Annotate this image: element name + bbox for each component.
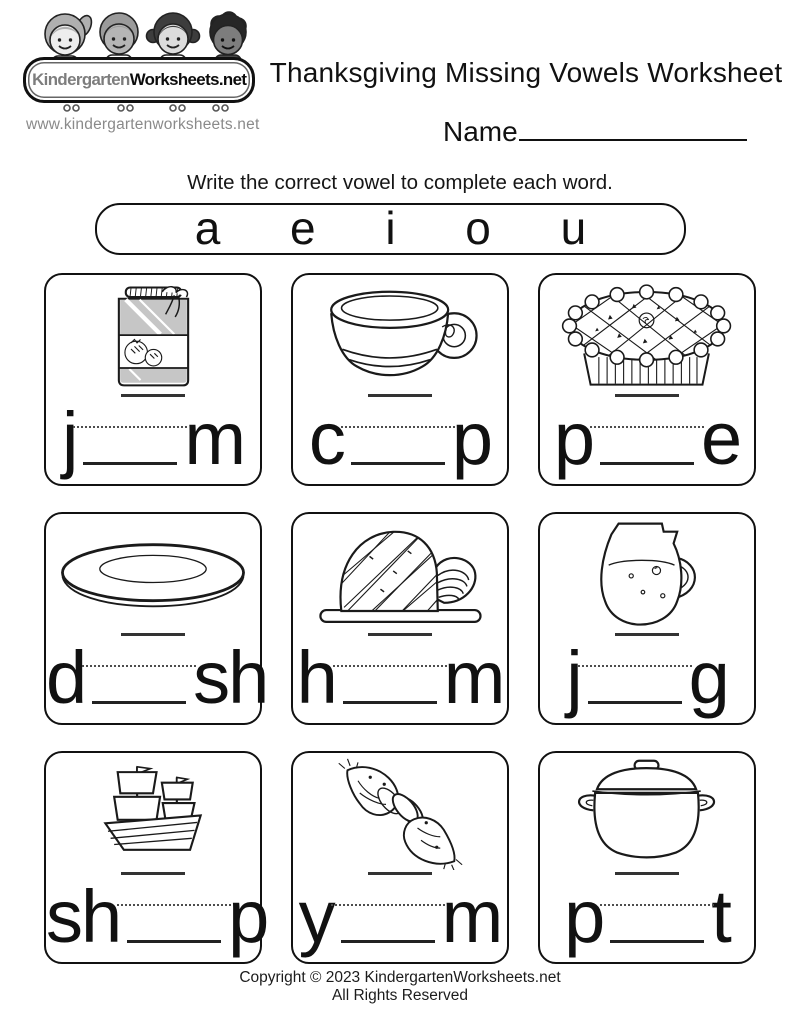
plate-icon xyxy=(46,519,260,631)
dotted-midline xyxy=(331,904,445,906)
word-row xyxy=(540,869,754,965)
word-row xyxy=(293,391,507,487)
word-prefix: j xyxy=(61,397,77,480)
copyright-line: Copyright © 2023 KindergartenWorksheets.net xyxy=(239,969,561,986)
word-card xyxy=(44,751,268,964)
vowel-blank xyxy=(122,941,226,942)
vowel-letter: e xyxy=(290,202,316,254)
word-card xyxy=(291,512,509,725)
jam-jar-icon xyxy=(46,280,260,392)
dotted-midline xyxy=(82,665,196,667)
word-prefix: d xyxy=(46,636,86,719)
dotted-midline xyxy=(341,426,455,428)
logo-sign xyxy=(23,57,255,103)
vowel-blank xyxy=(605,941,709,942)
word-suffix: e xyxy=(701,397,741,480)
word-card xyxy=(44,273,262,486)
vowel-letter: a xyxy=(194,202,221,254)
word-card xyxy=(538,751,756,964)
website-url: www.kindergartenworksheets.net xyxy=(26,116,260,133)
word-suffix: p xyxy=(228,875,268,958)
word-card xyxy=(538,273,756,486)
vowel-letter: u xyxy=(560,202,587,254)
logo xyxy=(23,10,260,140)
word-row xyxy=(293,869,507,965)
word-prefix: h xyxy=(296,636,336,719)
hands-icon xyxy=(33,102,243,116)
word-prefix: j xyxy=(566,636,581,719)
vowel-blank xyxy=(583,702,687,703)
word-row xyxy=(293,630,507,726)
word-prefix: p xyxy=(553,397,593,480)
word-row xyxy=(540,391,754,487)
word-row xyxy=(46,391,260,487)
word-suffix: m xyxy=(441,875,502,958)
page-title: Thanksgiving Missing Vowels Worksheet xyxy=(269,56,783,88)
word-prefix: c xyxy=(308,397,344,480)
word-suffix: p xyxy=(451,397,492,480)
vowel-letter: i xyxy=(385,202,396,254)
word-suffix: sh xyxy=(193,636,268,719)
word-suffix: t xyxy=(711,875,730,958)
pot-icon xyxy=(540,758,754,870)
rights-line: All Rights Reserved xyxy=(331,986,469,1004)
baseline xyxy=(588,701,682,704)
baseline xyxy=(610,940,704,943)
vowel-blank xyxy=(346,463,450,464)
word-suffix: g xyxy=(688,636,728,719)
vowel-blank xyxy=(87,702,191,703)
baseline xyxy=(351,462,445,465)
cup-icon xyxy=(293,280,507,392)
vowel-letter: o xyxy=(465,202,491,254)
word-prefix: p xyxy=(564,875,604,958)
name-label: Name xyxy=(443,116,518,147)
dotted-midline xyxy=(73,426,187,428)
word-prefix: y xyxy=(298,875,334,958)
dotted-midline xyxy=(117,904,231,906)
brand-part-kindergarten: Kindergarten xyxy=(31,70,130,89)
dotted-midline xyxy=(590,426,704,428)
word-row xyxy=(46,630,268,726)
dotted-midline xyxy=(333,665,447,667)
vowel-blank xyxy=(78,463,182,464)
word-card xyxy=(44,512,268,725)
vowel-blank xyxy=(338,702,442,703)
word-suffix: m xyxy=(443,636,504,719)
baseline xyxy=(127,940,221,943)
dotted-midline xyxy=(578,665,692,667)
instruction-text: Write the correct vowel to complete each word. xyxy=(187,171,613,194)
baseline xyxy=(83,462,177,465)
baseline xyxy=(341,940,435,943)
word-card xyxy=(538,512,756,725)
word-card xyxy=(291,273,509,486)
brand-text xyxy=(32,70,246,90)
word-row xyxy=(540,630,754,726)
baseline xyxy=(343,701,437,704)
card-grid xyxy=(44,273,756,964)
word-prefix: sh xyxy=(46,875,121,958)
baseline xyxy=(600,462,694,465)
brand-part-worksheets: Worksheets.net xyxy=(129,70,247,89)
vowel-blank xyxy=(595,463,699,464)
word-card xyxy=(291,751,509,964)
vowel-bank xyxy=(95,203,686,255)
word-row xyxy=(46,869,268,965)
vowel-blank xyxy=(336,941,440,942)
ham-icon xyxy=(293,519,507,631)
word-suffix: m xyxy=(184,397,245,480)
dotted-midline xyxy=(600,904,714,906)
yam-icon xyxy=(293,758,507,870)
pie-icon xyxy=(540,280,754,392)
name-blank-line xyxy=(519,139,747,141)
jug-icon xyxy=(540,519,754,631)
footer xyxy=(0,969,800,1005)
baseline xyxy=(92,701,186,704)
ship-icon xyxy=(46,758,260,870)
name-row xyxy=(443,116,747,148)
